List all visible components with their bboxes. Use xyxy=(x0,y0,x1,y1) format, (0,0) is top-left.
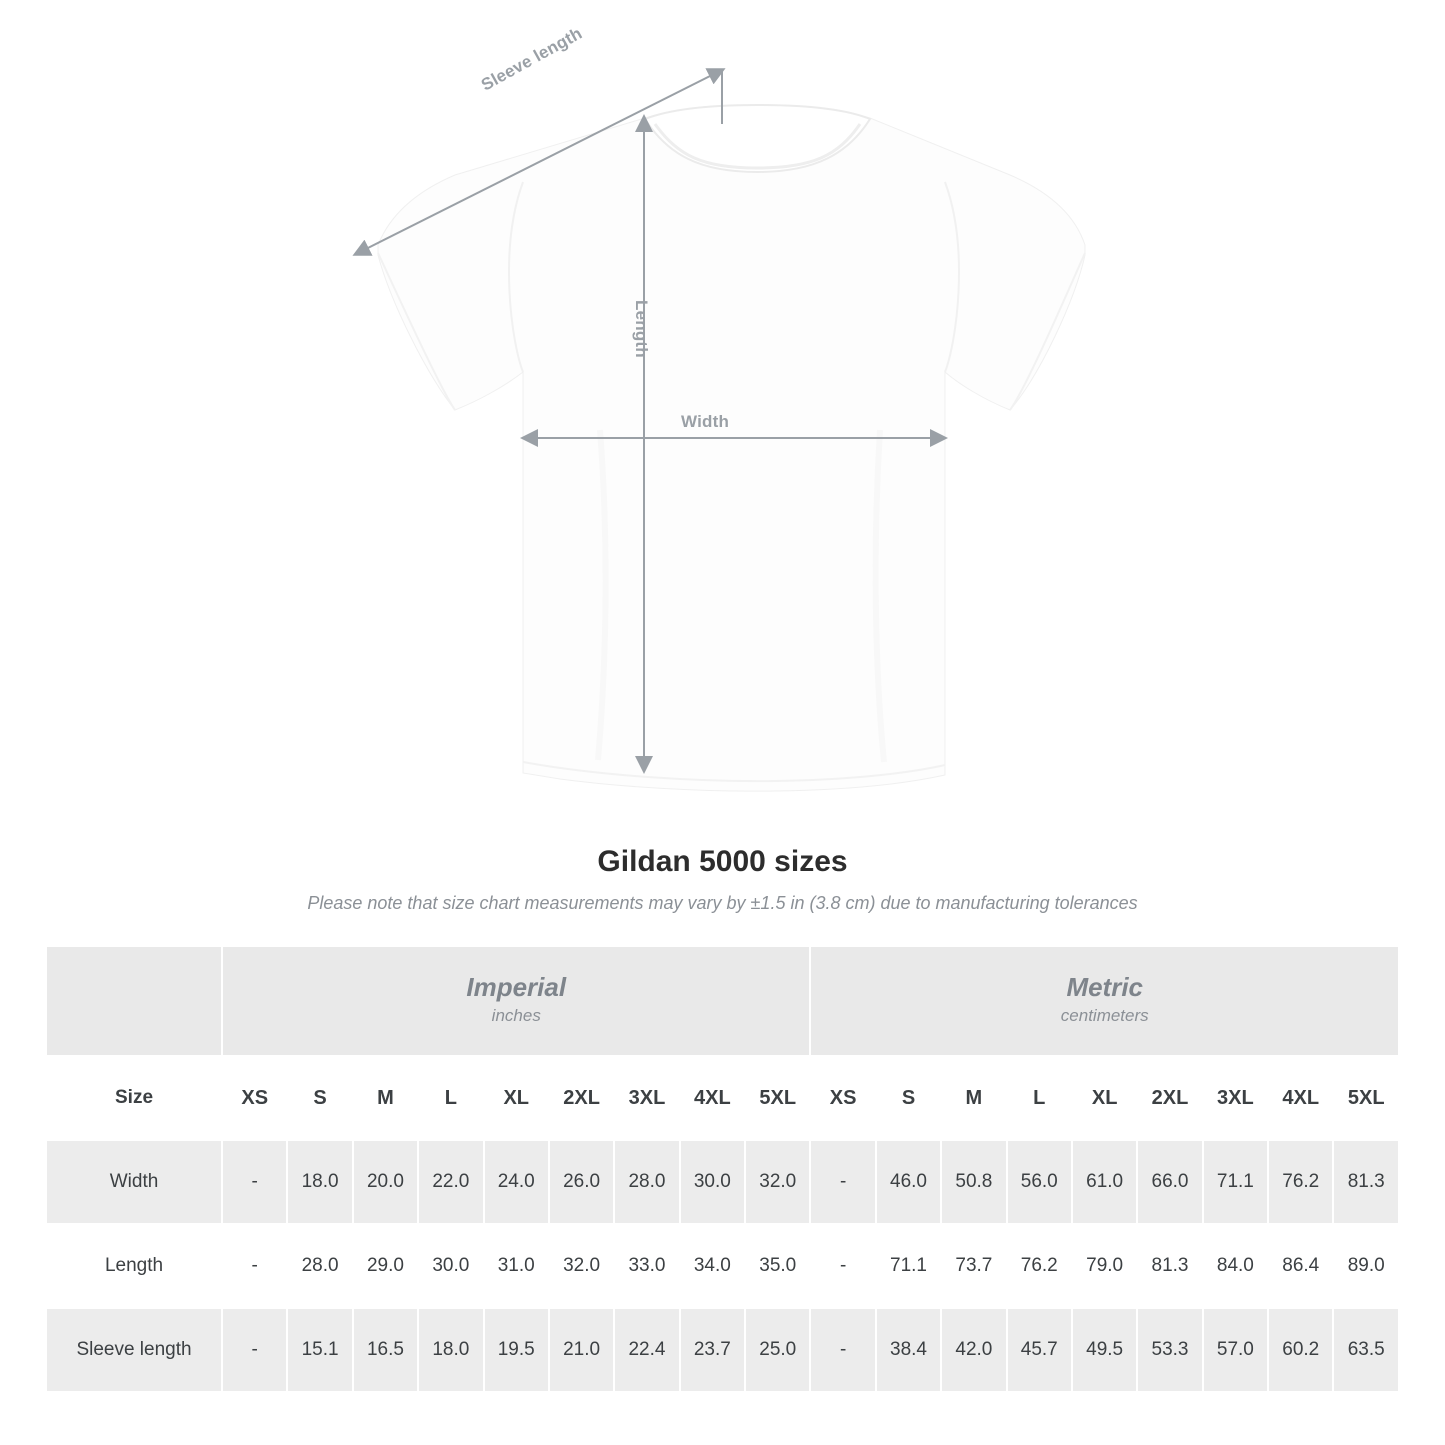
sleeve-metric-4xl: 60.2 xyxy=(1268,1308,1333,1392)
row-label-length: Length xyxy=(46,1224,222,1308)
length-metric-s: 71.1 xyxy=(876,1224,941,1308)
length-metric-4xl: 86.4 xyxy=(1268,1224,1333,1308)
sleeve-metric-3xl: 57.0 xyxy=(1203,1308,1268,1392)
width-metric-4xl: 76.2 xyxy=(1268,1140,1333,1224)
sleeve-metric-xl: 49.5 xyxy=(1072,1308,1137,1392)
unit-name-metric: Metric xyxy=(1066,972,1144,1003)
sleeve-imperial-3xl: 22.4 xyxy=(614,1308,679,1392)
unit-header-spacer xyxy=(46,946,222,1056)
length-metric-5xl: 89.0 xyxy=(1333,1224,1399,1308)
length-imperial-xs: - xyxy=(222,1224,287,1308)
unit-sub-metric: centimeters xyxy=(1060,1006,1149,1026)
sleeve-imperial-2xl: 21.0 xyxy=(549,1308,614,1392)
header-size-metric-s: S xyxy=(876,1056,941,1140)
length-metric-xs: - xyxy=(810,1224,875,1308)
unit-name-imperial: Imperial xyxy=(466,972,567,1003)
page-title: Gildan 5000 sizes xyxy=(597,845,848,878)
sleeve-metric-m: 42.0 xyxy=(941,1308,1006,1392)
header-size-metric-xs: XS xyxy=(810,1056,875,1140)
length-imperial-m: 29.0 xyxy=(353,1224,418,1308)
width-metric-l: 56.0 xyxy=(1007,1140,1072,1224)
length-label: Length xyxy=(632,300,651,358)
width-imperial-5xl: 32.0 xyxy=(745,1140,810,1224)
table-unit-header-row xyxy=(46,946,1399,1056)
length-imperial-3xl: 33.0 xyxy=(614,1224,679,1308)
unit-sub-imperial: inches xyxy=(491,1006,541,1026)
width-metric-xs: - xyxy=(810,1140,875,1224)
width-imperial-3xl: 28.0 xyxy=(614,1140,679,1224)
header-size-imperial-m: M xyxy=(353,1056,418,1140)
width-imperial-xl: 24.0 xyxy=(484,1140,549,1224)
unit-header-imperial xyxy=(222,946,810,1056)
tshirt-shape xyxy=(378,105,1085,791)
width-metric-xl: 61.0 xyxy=(1072,1140,1137,1224)
header-size-imperial-xl: XL xyxy=(484,1056,549,1140)
table-row-sleeve-length xyxy=(46,1308,1399,1392)
sleeve-imperial-5xl: 25.0 xyxy=(745,1308,810,1392)
width-imperial-l: 22.0 xyxy=(418,1140,483,1224)
width-metric-s: 46.0 xyxy=(876,1140,941,1224)
width-metric-5xl: 81.3 xyxy=(1333,1140,1399,1224)
header-size-imperial-s: S xyxy=(287,1056,352,1140)
length-imperial-4xl: 34.0 xyxy=(680,1224,745,1308)
sleeve-metric-xs: - xyxy=(810,1308,875,1392)
table-size-header-row xyxy=(46,1056,1399,1140)
sleeve-metric-s: 38.4 xyxy=(876,1308,941,1392)
header-size-metric-3xl: 3XL xyxy=(1203,1056,1268,1140)
row-label-sleeve-length: Sleeve length xyxy=(46,1308,222,1392)
header-size-imperial-xs: XS xyxy=(222,1056,287,1140)
sleeve-length-label: Sleeve length xyxy=(478,23,586,95)
length-metric-m: 73.7 xyxy=(941,1224,1006,1308)
header-size-imperial-3xl: 3XL xyxy=(614,1056,679,1140)
header-size-metric-5xl: 5XL xyxy=(1333,1056,1399,1140)
row-label-width: Width xyxy=(46,1140,222,1224)
width-label: Width xyxy=(681,412,730,431)
sleeve-metric-l: 45.7 xyxy=(1007,1308,1072,1392)
header-size-imperial-l: L xyxy=(418,1056,483,1140)
width-imperial-xs: - xyxy=(222,1140,287,1224)
header-size-metric-m: M xyxy=(941,1056,1006,1140)
length-metric-xl: 79.0 xyxy=(1072,1224,1137,1308)
width-metric-2xl: 66.0 xyxy=(1137,1140,1202,1224)
sleeve-imperial-4xl: 23.7 xyxy=(680,1308,745,1392)
length-metric-l: 76.2 xyxy=(1007,1224,1072,1308)
size-chart-table xyxy=(45,945,1400,1393)
length-imperial-5xl: 35.0 xyxy=(745,1224,810,1308)
length-imperial-s: 28.0 xyxy=(287,1224,352,1308)
header-size-imperial-4xl: 4XL xyxy=(680,1056,745,1140)
length-metric-3xl: 84.0 xyxy=(1203,1224,1268,1308)
header-size-metric-2xl: 2XL xyxy=(1137,1056,1202,1140)
length-imperial-xl: 31.0 xyxy=(484,1224,549,1308)
table-row-length xyxy=(46,1224,1399,1308)
sleeve-imperial-s: 15.1 xyxy=(287,1308,352,1392)
header-size-metric-xl: XL xyxy=(1072,1056,1137,1140)
table-row-width xyxy=(46,1140,1399,1224)
width-metric-3xl: 71.1 xyxy=(1203,1140,1268,1224)
header-size-metric-4xl: 4XL xyxy=(1268,1056,1333,1140)
header-size-label: Size xyxy=(46,1056,222,1140)
width-imperial-s: 18.0 xyxy=(287,1140,352,1224)
sleeve-imperial-xs: - xyxy=(222,1308,287,1392)
length-imperial-l: 30.0 xyxy=(418,1224,483,1308)
sleeve-imperial-m: 16.5 xyxy=(353,1308,418,1392)
width-imperial-2xl: 26.0 xyxy=(549,1140,614,1224)
header-size-imperial-5xl: 5XL xyxy=(745,1056,810,1140)
width-imperial-m: 20.0 xyxy=(353,1140,418,1224)
sleeve-metric-2xl: 53.3 xyxy=(1137,1308,1202,1392)
tolerance-note: Please note that size chart measurements may vary by ±1.5 in (3.8 cm) due to manufacturing tolerances xyxy=(307,893,1138,913)
sleeve-imperial-l: 18.0 xyxy=(418,1308,483,1392)
length-imperial-2xl: 32.0 xyxy=(549,1224,614,1308)
header-size-imperial-2xl: 2XL xyxy=(549,1056,614,1140)
unit-header-metric xyxy=(810,946,1399,1056)
sleeve-imperial-xl: 19.5 xyxy=(484,1308,549,1392)
width-imperial-4xl: 30.0 xyxy=(680,1140,745,1224)
size-table-wrapper xyxy=(45,945,1400,1393)
width-metric-m: 50.8 xyxy=(941,1140,1006,1224)
header-size-metric-l: L xyxy=(1007,1056,1072,1140)
sleeve-metric-5xl: 63.5 xyxy=(1333,1308,1399,1392)
length-metric-2xl: 81.3 xyxy=(1137,1224,1202,1308)
